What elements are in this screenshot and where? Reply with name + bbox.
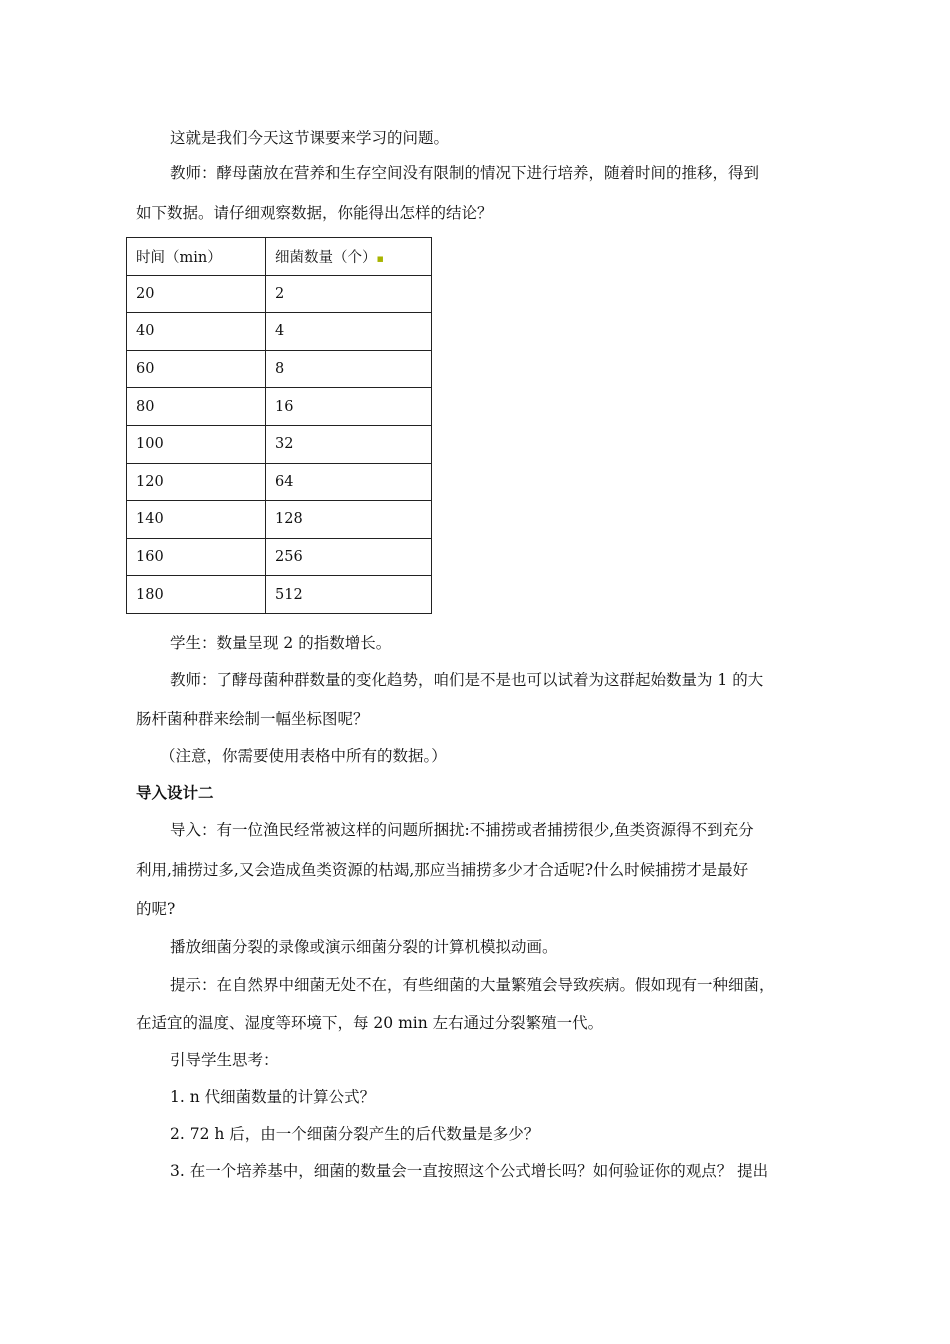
paragraph-student: 学生：数量呈现 2 的指数增长。 [170,634,392,652]
paragraph-intro-2b: 利用,捕捞过多,又会造成鱼类资源的枯竭,那应当捕捞多少才合适呢?什么时候捕捞才是最好 [136,861,749,879]
table-cell-count: 128 [266,501,432,539]
question-2: 2. 72 h 后，由一个细菌分裂产生的后代数量是多少？ [170,1125,540,1143]
table-cell-count: 64 [266,463,432,501]
table-cell-time: 60 [127,350,266,388]
paragraph-teacher-1b: 如下数据。请仔细观察数据，你能得出怎样的结论？ [136,204,493,222]
paragraph-hint-b: 在适宜的温度、湿度等环境下，每 20 min 左右通过分裂繁殖一代。 [136,1014,604,1032]
table-cell-count: 256 [266,538,432,576]
paragraph-teacher-2a: 教师：了酵母菌种群数量的变化趋势，咱们是不是也可以试着为这群起始数量为 1 的大 [170,671,764,689]
paragraph-intro: 这就是我们今天这节课要来学习的问题。 [170,129,450,147]
table-cell-time: 180 [127,576,266,614]
section-heading: 导入设计二 [136,783,214,802]
table-header-row [127,238,432,276]
table-cell-time: 140 [127,501,266,539]
paragraph-teacher-1a: 教师：酵母菌放在营养和生存空间没有限制的情况下进行培养，随着时间的推移，得到 [170,164,760,182]
table-header-count [266,238,432,276]
table-cell-time: 160 [127,538,266,576]
table-header-count-label: 细菌数量（个） [275,249,377,266]
table-cell-count: 8 [266,350,432,388]
paragraph-video: 播放细菌分裂的录像或演示细菌分裂的计算机模拟动画。 [170,938,558,956]
question-3: 3. 在一个培养基中，细菌的数量会一直按照这个公式增长吗？如何验证你的观点？ 提出 [170,1162,769,1180]
table-cell-time: 20 [127,275,266,313]
table-cell-time: 40 [127,313,266,351]
table-row [127,463,432,501]
question-1: 1. n 代细菌数量的计算公式？ [170,1088,376,1106]
table-header-time: 时间（min） [127,238,266,276]
table-cell-time: 80 [127,388,266,426]
table-cell-time: 100 [127,425,266,463]
table-row [127,501,432,539]
paragraph-intro-2c: 的呢? [136,900,176,918]
table-row [127,538,432,576]
table-cell-count: 4 [266,313,432,351]
table-row [127,576,432,614]
table-row [127,313,432,351]
table-cell-count: 512 [266,576,432,614]
edit-mark: ▪ [376,251,384,265]
paragraph-note: （注意，你需要使用表格中所有的数据。） [160,747,447,765]
paragraph-guide: 引导学生思考： [170,1051,279,1069]
table-row [127,425,432,463]
table-row [127,388,432,426]
table-cell-time: 120 [127,463,266,501]
paragraph-intro-2a: 导入：有一位渔民经常被这样的问题所捆扰:不捕捞或者捕捞很少,鱼类资源得不到充分 [170,821,754,839]
bacteria-growth-table [126,237,432,614]
paragraph-teacher-2b: 肠杆菌种群来绘制一幅坐标图呢？ [136,710,369,728]
table-cell-count: 32 [266,425,432,463]
table-row [127,275,432,313]
paragraph-hint-a: 提示：在自然界中细菌无处不在，有些细菌的大量繁殖会导致疾病。假如现有一种细菌， [170,976,775,994]
table-cell-count: 2 [266,275,432,313]
table-row [127,350,432,388]
table-cell-count: 16 [266,388,432,426]
